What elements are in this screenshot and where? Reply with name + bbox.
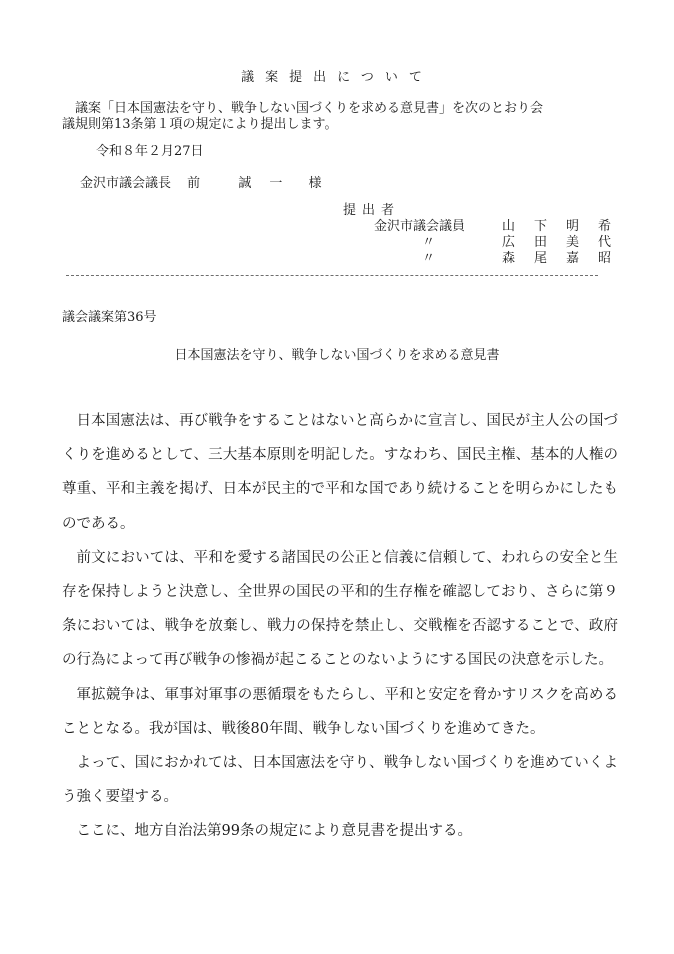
body-paragraph: ここに、地方自治法第99条の規定により意見書を提出する。 <box>76 823 472 840</box>
cover-title: 議案提出について <box>241 70 433 85</box>
addressee-org: 金沢市議会議長 <box>80 176 172 191</box>
proposer-row <box>374 235 630 251</box>
proposer-affiliation-ditto: 〃 <box>422 235 436 250</box>
addressee-family-name: 前 <box>187 176 201 191</box>
addressee-honorific: 様 <box>308 176 322 191</box>
cover-lead-line-1: 議案「日本国憲法を守り、戦争しない国づくりを求める意見書」を次のとおり会 <box>75 101 544 116</box>
addressee <box>80 176 321 192</box>
proposer-affiliation: 金沢市議会議員 <box>374 219 466 234</box>
proposer-name: 広田美代 <box>502 235 631 250</box>
submission-date: 令和８年２月27日 <box>96 144 204 159</box>
cover-lead-line-2: 議規則第13条第１項の規定により提出します。 <box>62 117 338 132</box>
resolution-number: 議会議案第36号 <box>62 310 157 325</box>
body-paragraph: 軍拡競争は、軍事対軍事の悪循環をもたらし、平和と安定を脅かすリスクを高めることとなる。我が国は、戦後80年間、戦争しない国づくりを進めてきた。 <box>62 686 618 737</box>
body-paragraph: 前文においては、平和を愛する諸国民の公正と信義に信頼して、われらの安全と生存を保持しようと決意し、全世界の国民の平和的生存権を確認しており、さらに第９条においては、戦争を放棄し、戦力の保持を禁止し、交戦権を否認することで、政府の行為によって再び戦争の惨禍が起こることのないようにする国民の決意を示した。 <box>62 549 618 669</box>
proposer-name: 山下明希 <box>502 219 631 234</box>
proposer-row <box>374 219 630 235</box>
proposer-row <box>374 251 630 267</box>
body-paragraph: 日本国憲法は、再び戦争をすることはないと高らかに宣言し、国民が主人公の国づくりを進めるとして、三大基本原則を明記した。すなわち、国民主権、基本的人権の尊重、平和主義を掲げ、日本が民主的で平和な国であり続けることを明らかにしたものである。 <box>62 413 618 532</box>
resolution-title: 日本国憲法を守り、戦争しない国づくりを求める意見書 <box>174 348 500 363</box>
proposer-affiliation-ditto: 〃 <box>422 251 436 266</box>
dashed-divider <box>66 275 598 276</box>
resolution-body <box>62 404 618 849</box>
proposer-label: 提出者 <box>343 203 401 218</box>
body-paragraph: よって、国におかれては、日本国憲法を守り、戦争しない国づくりを進めていくよう強く要望する。 <box>62 755 618 806</box>
proposer-name: 森尾嘉昭 <box>502 251 631 266</box>
addressee-given-name: 誠一 <box>238 176 301 191</box>
